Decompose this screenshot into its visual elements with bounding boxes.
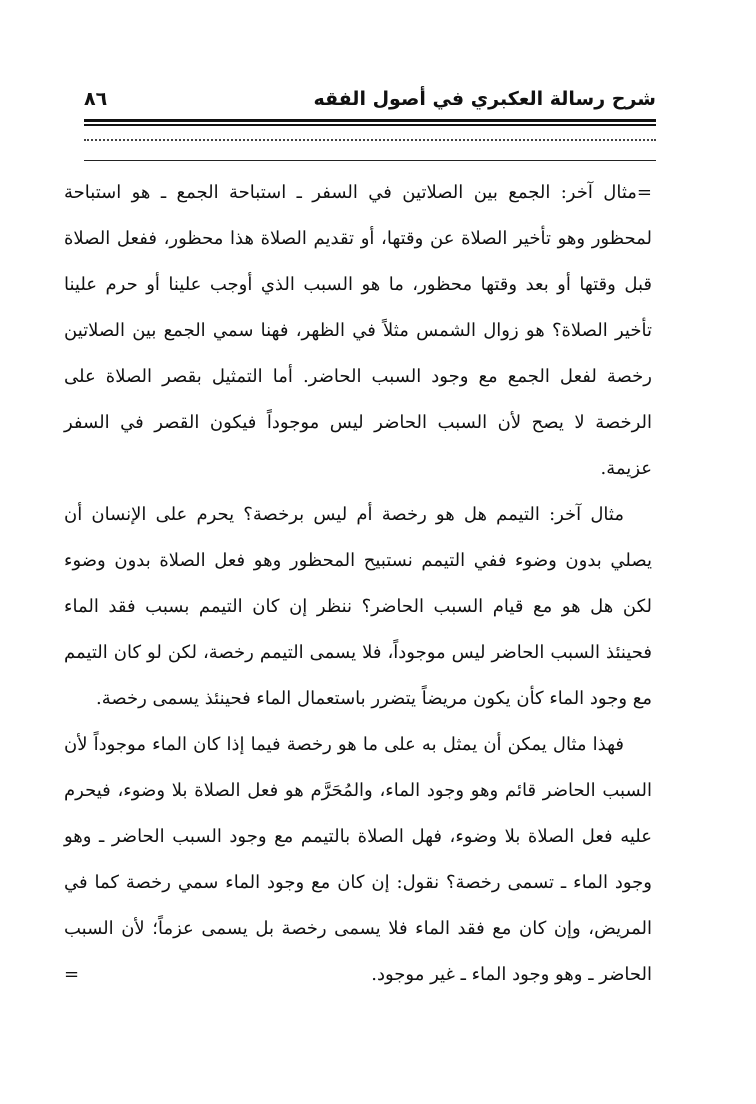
paragraph-3-text: فهذا مثال يمكن أن يمثل به على ما هو رخصة فيما إذا كان الماء موجوداً لأن السبب الحاضر قائم وهو وجود الماء، والمُحَرَّم هو فعل الصلاة بلا وضوء، فيحرم عليه فعل الصلاة بلا وضوء، فهل الصلاة بالتيمم مع وجود السبب الحاضر ـ وهو وجود الماء ـ تسمى رخصة؟ نقول: إن كان مع وجود الماء سمي رخصة كما في المريض، وإن كان مع فقد الماء فلا يسمى رخصة بل يسمى عزماً؛ لأن السبب الحاضر ـ وهو وجود الماء ـ غير موجود. (64, 734, 652, 985)
page-header (84, 86, 656, 118)
body-text (64, 170, 652, 998)
header-rule-bottom (84, 124, 656, 126)
dotted-separator (84, 139, 656, 141)
running-title: شرح رسالة العكبري في أصول الفقه (313, 88, 656, 110)
continuation-mark: = (64, 964, 80, 985)
header-rule-top (84, 119, 656, 122)
paragraph-3 (64, 722, 652, 998)
paragraph-1: =مثال آخر: الجمع بين الصلاتين في السفر ـ استباحة الجمع ـ هو استباحة لمحظور وهو تأخير الصلاة عن وقتها، أو تقديم الصلاة هذا محظور، ففعل الصلاة قبل وقتها أو بعد وقتها محظور، ما هو السبب الذي أوجب علينا أو حرم علينا تأخير الصلاة؟ هو زوال الشمس مثلاً في الظهر، فهنا سمي الجمع بين الصلاتين رخصة لفعل الجمع مع وجود السبب الحاضر. أما التمثيل بقصر الصلاة على الرخصة لا يصح لأن السبب الحاضر ليس موجوداً فيكون القصر في السفر عزيمة. (64, 182, 652, 479)
paragraph-2: مثال آخر: التيمم هل هو رخصة أم ليس برخصة؟ يحرم على الإنسان أن يصلي بدون وضوء ففي التيمم نستبيح المحظور وهو فعل الصلاة بدون وضوء لكن هل هو مع قيام السبب الحاضر؟ ننظر إن كان التيمم بسبب فقد الماء فحينئذ السبب الحاضر ليس موجوداً، فلا يسمى التيمم رخصة، لكن لو كان التيمم مع وجود الماء كأن يكون مريضاً يتضرر باستعمال الماء فحينئذ يسمى رخصة. (64, 504, 652, 709)
page-number: ٨٦ (84, 88, 108, 110)
thin-separator (84, 160, 656, 161)
